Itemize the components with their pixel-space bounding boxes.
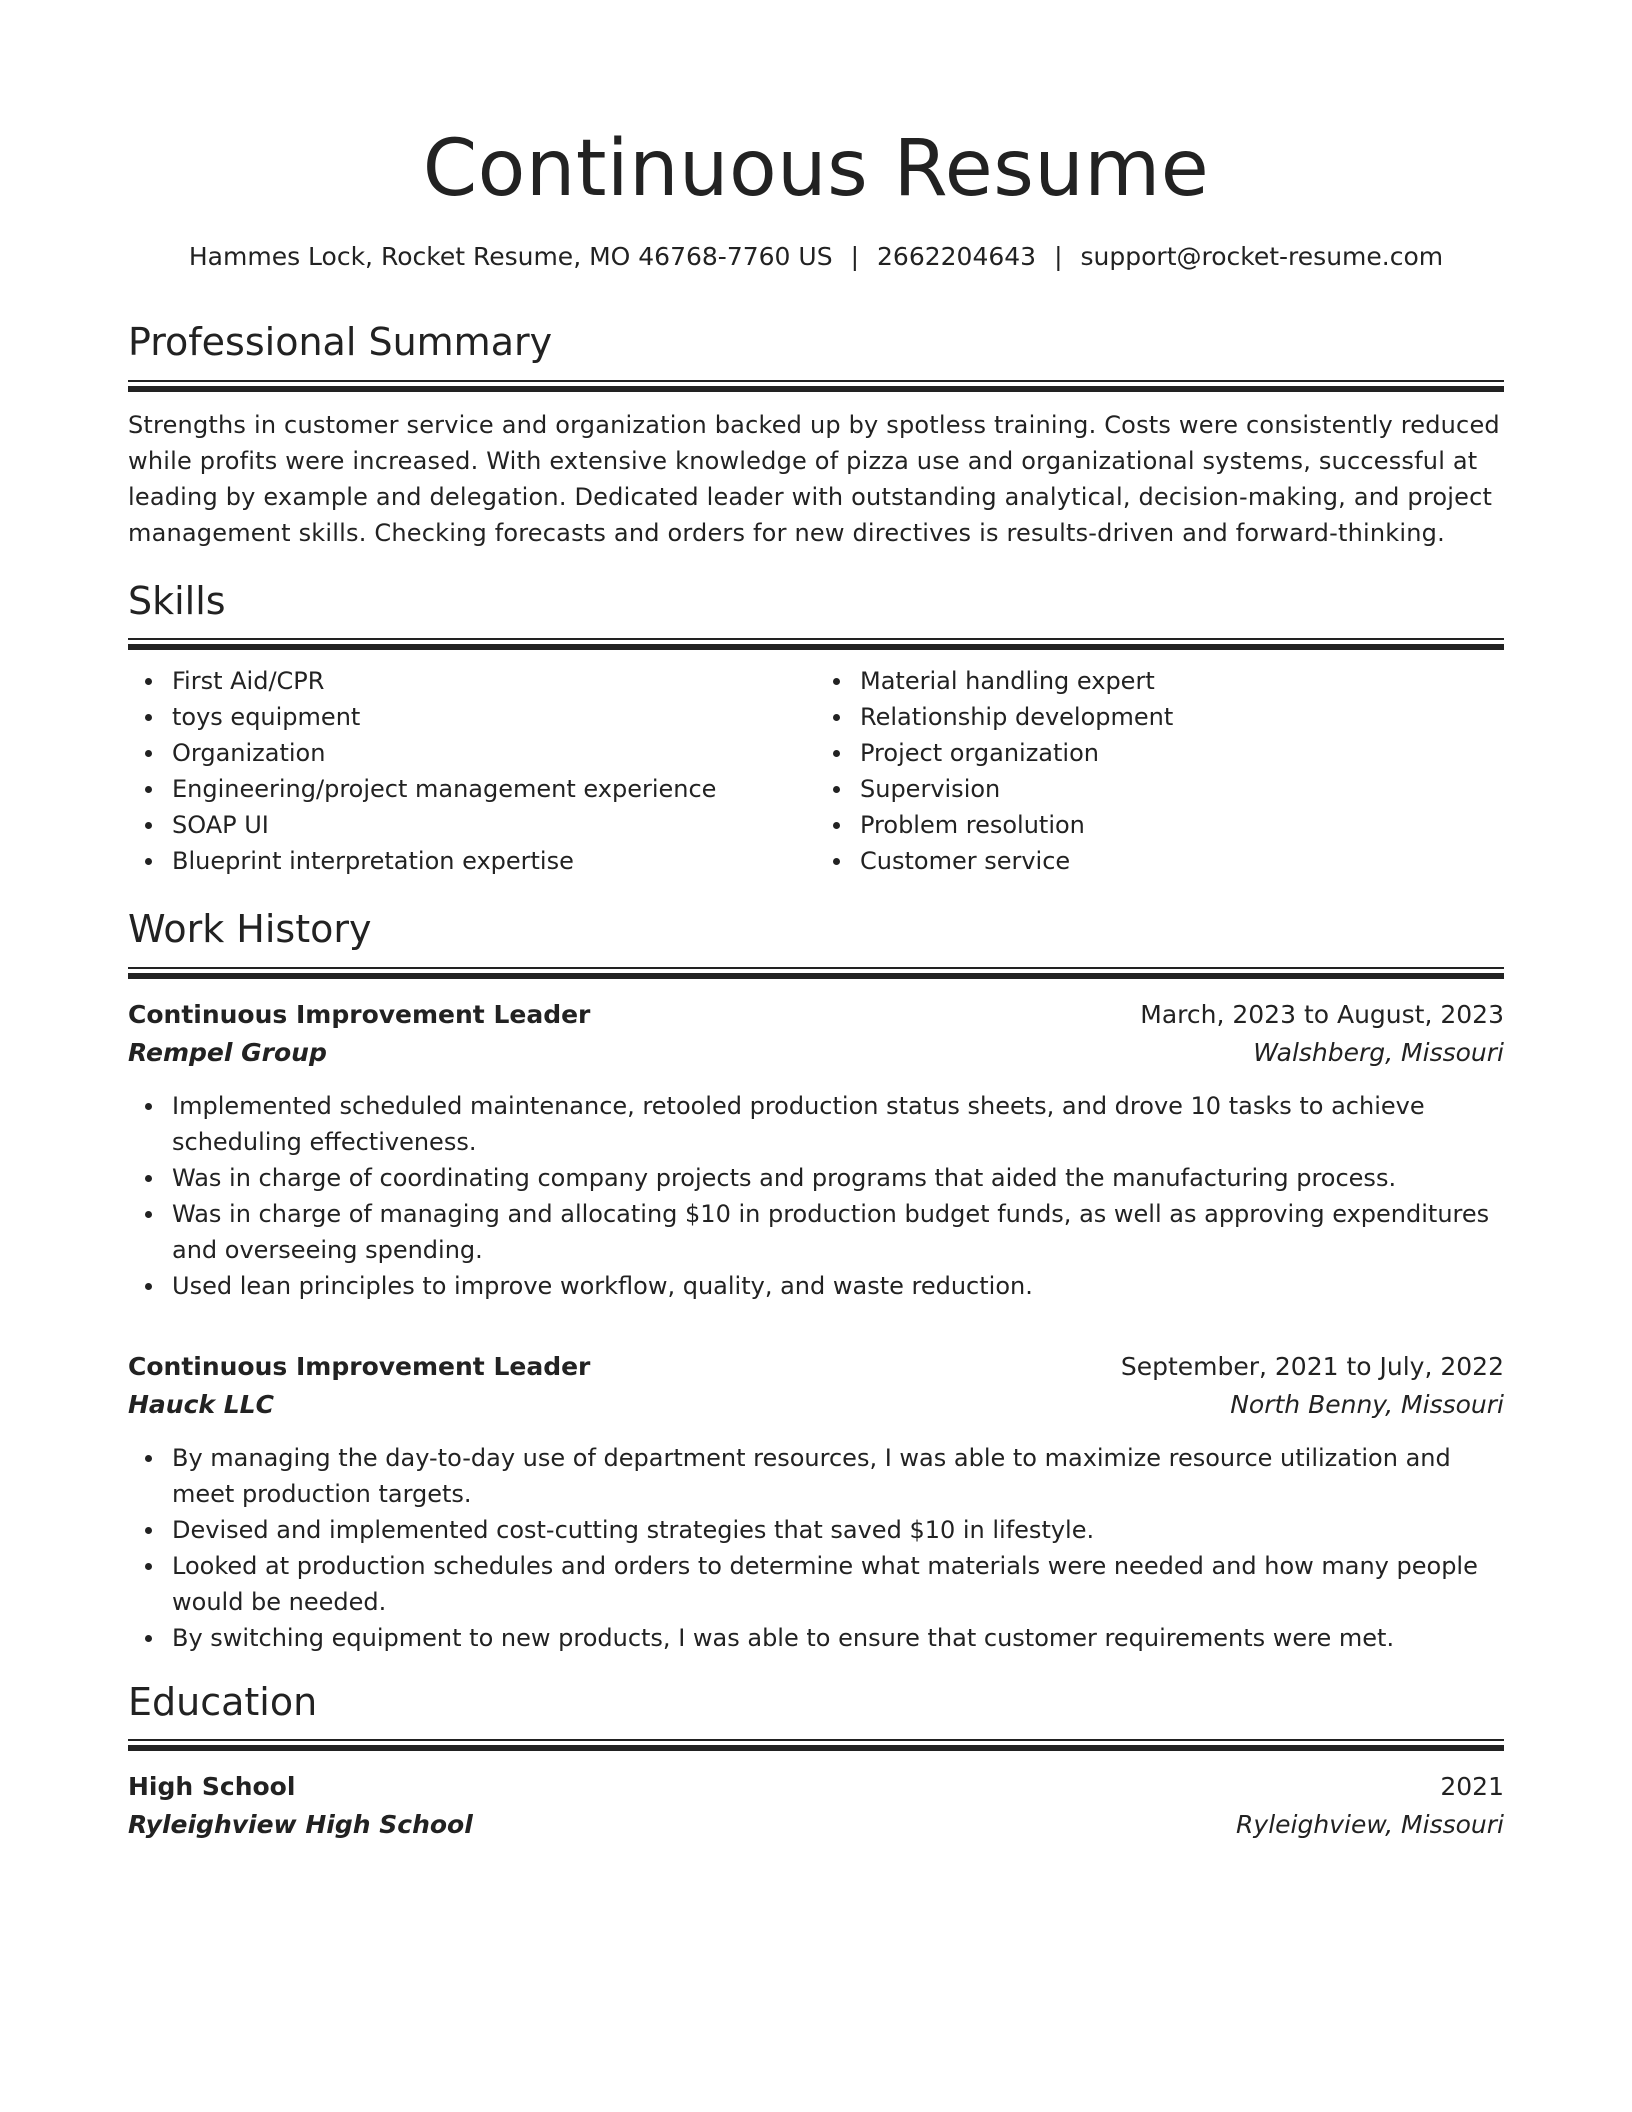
job-location: Walshberg, Missouri bbox=[1253, 1037, 1504, 1067]
skill-item: Blueprint interpretation expertise bbox=[172, 843, 816, 879]
job-entry bbox=[128, 1348, 1504, 1656]
section-divider bbox=[128, 1739, 1504, 1752]
job-title: Continuous Improvement Leader bbox=[128, 1351, 591, 1381]
section-divider bbox=[128, 638, 1504, 651]
skills-list bbox=[128, 663, 1504, 879]
education-location: Ryleighview, Missouri bbox=[1236, 1810, 1504, 1840]
job-location: North Benny, Missouri bbox=[1230, 1389, 1504, 1419]
job-bullet: Looked at production schedules and orders to determine what materials were needed and how many people would be needed. bbox=[172, 1548, 1504, 1620]
job-subheader bbox=[128, 1386, 1504, 1424]
resume-name: Continuous Resume bbox=[422, 124, 1210, 214]
job-dates: March, 2023 to August, 2023 bbox=[1140, 999, 1504, 1029]
contact-phone: 2662204643 bbox=[877, 242, 1037, 271]
skill-item: SOAP UI bbox=[172, 807, 816, 843]
job-bullet: Implemented scheduled maintenance, retooled production status sheets, and drove 10 tasks to achieve scheduling effectiveness. bbox=[172, 1088, 1504, 1160]
education-subheader bbox=[128, 1806, 1504, 1844]
section-divider bbox=[128, 380, 1504, 393]
skills-column-right bbox=[816, 663, 1504, 879]
skill-item: Problem resolution bbox=[860, 807, 1504, 843]
skill-item: Supervision bbox=[860, 771, 1504, 807]
skill-item: Relationship development bbox=[860, 699, 1504, 735]
contact-separator: | bbox=[850, 242, 860, 271]
education-header bbox=[128, 1768, 1504, 1806]
section-title-skills: Skills bbox=[128, 578, 226, 623]
job-entry bbox=[128, 996, 1504, 1304]
job-bullet: Was in charge of managing and allocating $10 in production budget funds, as well as approving expenditures and overseeing spending. bbox=[172, 1196, 1504, 1268]
contact-email: support@rocket-resume.com bbox=[1080, 242, 1444, 271]
job-bullets bbox=[128, 1088, 1504, 1304]
job-bullet: Used lean principles to improve workflow, quality, and waste reduction. bbox=[172, 1268, 1504, 1304]
job-bullet: Devised and implemented cost-cutting strategies that saved $10 in lifestyle. bbox=[172, 1512, 1504, 1548]
job-company: Hauck LLC bbox=[128, 1389, 274, 1419]
job-dates: September, 2021 to July, 2022 bbox=[1120, 1351, 1504, 1381]
skill-item: toys equipment bbox=[172, 699, 816, 735]
section-title-summary: Professional Summary bbox=[128, 320, 553, 364]
contact-line bbox=[128, 242, 1504, 272]
section-title-education: Education bbox=[128, 1679, 318, 1724]
job-title: Continuous Improvement Leader bbox=[128, 999, 591, 1029]
skill-item: Project organization bbox=[860, 735, 1504, 771]
job-bullet: Was in charge of coordinating company projects and programs that aided the manufacturing process. bbox=[172, 1160, 1504, 1196]
job-bullet: By managing the day-to-day use of department resources, I was able to maximize resource utilization and meet production targets. bbox=[172, 1440, 1504, 1512]
skill-item: Organization bbox=[172, 735, 816, 771]
job-bullet: By switching equipment to new products, I was able to ensure that customer requirements were met. bbox=[172, 1620, 1504, 1656]
job-header bbox=[128, 996, 1504, 1034]
summary-text: Strengths in customer service and organization backed up by spotless training. Costs were consistently reduced while profits were increased. With extensive knowledge of pizza use and organizational systems, successful at leading by example and delegation. Dedicated leader with outstanding analytical, decision-making, and project management skills. Checking forecasts and orders for new directives is results-driven and forward-thinking. bbox=[128, 410, 1500, 547]
skill-item: Engineering/project management experience bbox=[172, 771, 816, 807]
education-year: 2021 bbox=[1440, 1772, 1504, 1802]
education-entry bbox=[128, 1768, 1504, 1844]
education-degree: High School bbox=[128, 1772, 296, 1802]
skill-item: Material handling expert bbox=[860, 663, 1504, 699]
skill-item: First Aid/CPR bbox=[172, 663, 816, 699]
job-company: Rempel Group bbox=[128, 1037, 327, 1067]
section-divider bbox=[128, 967, 1504, 980]
job-subheader bbox=[128, 1034, 1504, 1072]
contact-separator: | bbox=[1054, 242, 1063, 271]
job-header bbox=[128, 1348, 1504, 1386]
contact-address: Hammes Lock, Rocket Resume, MO 46768-7760 US bbox=[188, 242, 833, 271]
skills-column-left bbox=[128, 663, 816, 879]
job-bullets bbox=[128, 1440, 1504, 1656]
education-school: Ryleighview High School bbox=[128, 1810, 473, 1840]
skill-item: Customer service bbox=[860, 843, 1504, 879]
section-title-work: Work History bbox=[128, 907, 372, 952]
